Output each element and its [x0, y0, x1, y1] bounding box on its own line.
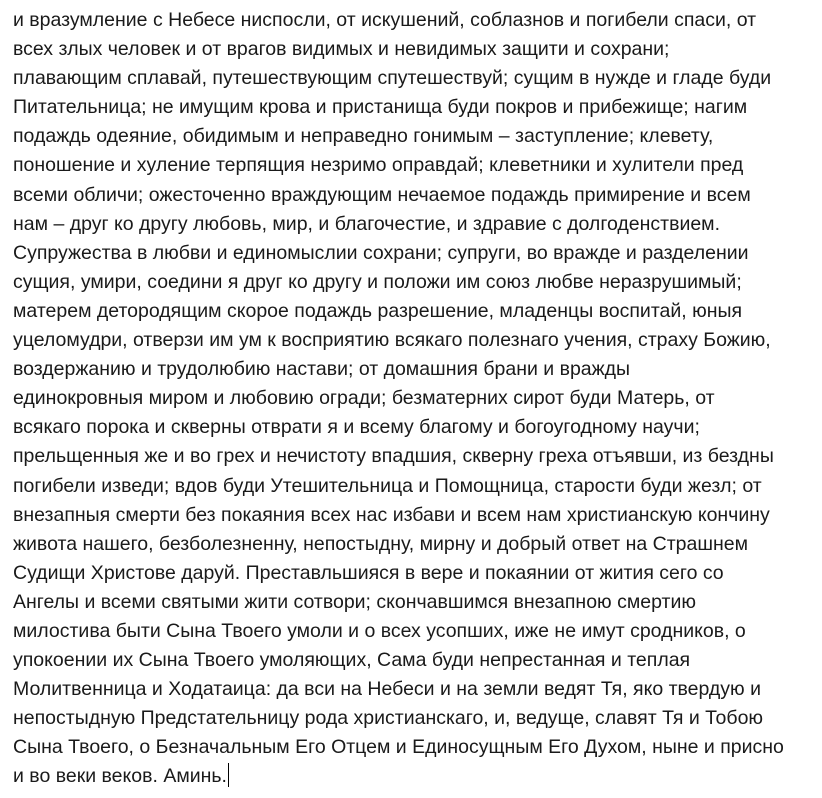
text-line: милостива быти Сына Твоего умоли и о всех усопших, иже не имут сродников, о [13, 619, 746, 642]
text-line: прельщенныя же и во грех и нечистоту впадшия, скверну греха отъявши, из бездны [13, 445, 774, 468]
text-line: нам – друг ко другу любовь, мир, и благочестие, и здравие с долгоденствием. [13, 212, 721, 235]
text-line: поношение и хуление терпящия незримо оправдай; клеветники и хулители пред [13, 154, 744, 177]
text-line: плавающим сплавай, путешествующим спутешествуй; сущим в нужде и гладе буди [13, 67, 772, 90]
text-line: воздержанию и трудолюбию настави; от домашния брани и вражды [13, 358, 631, 381]
text-line: непостыдную Предстательницу рода христианскаго, и, ведуще, славят Тя и Тобою [13, 707, 764, 730]
text-line: единокровныя миром и любовию огради; безматерних сирот буди Матерь, от [13, 387, 715, 410]
text-line: подаждь одеяние, обидимым и неправедно гонимым – заступление; клевету, [13, 125, 714, 148]
text-line: всех злых человек и от врагов видимых и невидимых защити и сохрани; [13, 38, 670, 61]
text-line: погибели изведи; вдов буди Утешительница и Помощница, старости буди жезл; от [13, 474, 762, 497]
text-line: Судищи Христове даруй. Преставльшияся в вере и покаянии от жития сего со [13, 561, 724, 584]
text-line: внезапныя смерти без покаяния всех нас избави и всем нам христианскую кончину [13, 503, 770, 526]
text-line: Питательница; не имущим крова и пристанища буди покров и прибежище; нагим [13, 96, 748, 119]
text-line: уцеломудри, отверзи им ум к восприятию всякаго полезнаго учения, страху Божию, [13, 329, 771, 352]
document-body[interactable] [13, 6, 818, 792]
text-line: Сына Твоего, о Безначальным Его Отцем и Единосущным Его Духом, ныне и присно [13, 736, 784, 759]
last-text-line [13, 762, 818, 791]
text-line: упокоении их Сына Твоего умоляющих, Сама буди непрестанная и теплая [13, 649, 691, 672]
text-line: Молитвенница и Ходатаица: да вси на Небеси и на земли ведят Тя, яко твердую и [13, 678, 761, 701]
text-cursor [228, 763, 229, 787]
text-line: и вразумление с Небесе ниспосли, от искушений, соблазнов и погибели спаси, от [13, 9, 757, 31]
text-line: живота нашего, безболезненну, непостыдну, мирну и добрый ответ на Страшнем [13, 532, 749, 555]
text-line: всеми обличи; ожесточенно враждующим нечаемое подаждь примирение и всем [13, 183, 751, 206]
text-line: матерем детородящим скорое подаждь разрешение, младенцы воспитай, юныя [13, 299, 743, 322]
text-line: Супружества в любви и единомыслии сохрани; супруги, во вражде и разделении [13, 241, 749, 264]
text-line-content: и во веки веков. Аминь. [13, 765, 227, 788]
text-line: Ангелы и всеми святыми жити сотвори; скончавшимся внезапною смертию [13, 590, 696, 613]
text-line: сущия, умири, соедини я друг ко другу и положи им союз любве неразрушимый; [13, 270, 742, 293]
text-line: всякаго порока и скверны отврати я и всему благому и богоугодному научи; [13, 416, 700, 439]
